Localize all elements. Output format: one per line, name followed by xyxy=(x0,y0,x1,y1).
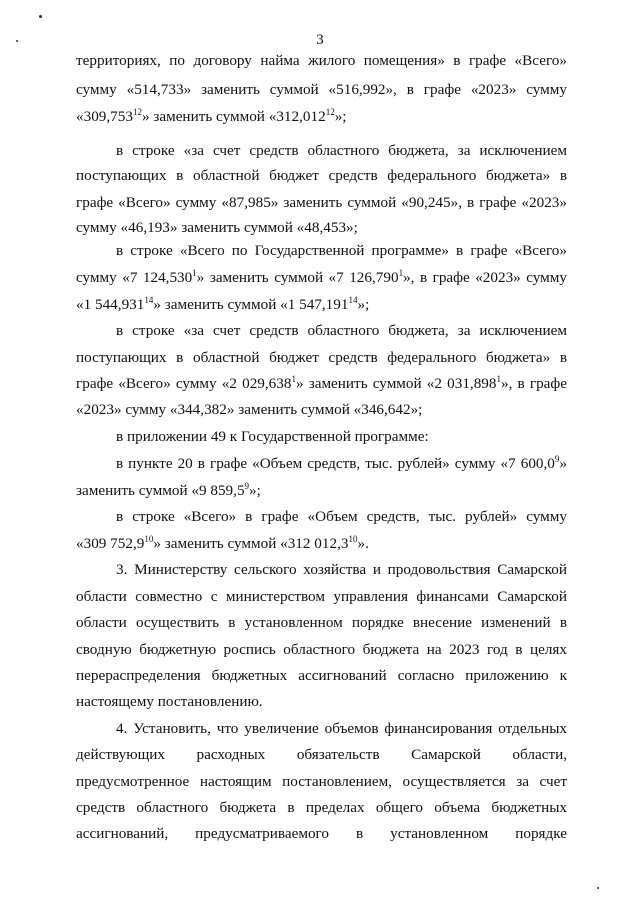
text-line: действующих расходных обязательств Самарской области, xyxy=(76,746,567,763)
text-line: в строке «за счет средств областного бюджета, за исключением xyxy=(116,322,567,339)
text-line: поступающих в областной бюджет средств федерального бюджета» в xyxy=(76,167,567,184)
text-line: «2023» сумму «344,382» заменить суммой «346,642»; xyxy=(76,401,423,418)
text-line: в строке «Всего по Государственной программе» в графе «Всего» xyxy=(116,242,567,259)
text-line: перераспределения бюджетных ассигнований согласно приложению к xyxy=(76,667,567,684)
text-line: сводную бюджетную роспись областного бюджета на 2023 год в целях xyxy=(76,641,567,658)
text-line: настоящему постановлению. xyxy=(76,693,263,710)
text-line: сумму «7 124,530$^1$» заменить суммой «7 126,790$^1$», в графе «2023» сумму xyxy=(76,268,567,286)
text-line: области совместно с министерством управления финансами Самарской xyxy=(76,588,567,605)
text-line: сумму «46,193» заменить суммой «48,453»; xyxy=(76,219,358,236)
text-line: области осуществить в установленном порядке внесение изменений в xyxy=(76,614,567,631)
text-line: поступающих в областной бюджет средств федерального бюджета» в xyxy=(76,349,567,366)
text-line: заменить суммой «9 859,5$^9$»; xyxy=(76,481,261,499)
text-line: средств областного бюджета в пределах общего объема бюджетных xyxy=(76,799,567,816)
page-number: 3 xyxy=(316,32,324,48)
text-line: в строке «Всего» в графе «Объем средств, тыс. рублей» сумму xyxy=(116,508,567,525)
text-line: графе «Всего» сумму «2 029,638$^1$» заменить суммой «2 031,898$^1$», в графе xyxy=(76,374,568,392)
text-line: 4. Установить, что увеличение объемов финансирования отдельных xyxy=(116,720,567,737)
scan-speck xyxy=(597,887,599,889)
text-line: в строке «за счет средств областного бюджета, за исключением xyxy=(116,142,567,159)
text-line: 3. Министерству сельского хозяйства и продовольствия Самарской xyxy=(116,561,567,578)
text-line: графе «Всего» сумму «87,985» заменить суммой «90,245», в графе «2023» xyxy=(76,194,567,211)
text-line: в пункте 20 в графе «Объем средств, тыс. рублей» сумму «7 600,0$^9$» xyxy=(116,454,567,472)
text-line: «309 752,9$^{10}$» заменить суммой «312 012,3$^{10}$». xyxy=(76,534,369,552)
text-line: территориях, по договору найма жилого помещения» в графе «Всего» xyxy=(76,52,567,69)
text-line: предусмотренное настоящим постановлением, осуществляется за счет xyxy=(76,773,567,790)
text-line: сумму «514,733» заменить суммой «516,992», в графе «2023» сумму xyxy=(76,81,567,98)
scan-speck xyxy=(16,40,18,42)
text-line: «1 544,931$^{14}$» заменить суммой «1 547,191$^{14}$»; xyxy=(76,295,370,313)
scan-speck xyxy=(39,15,42,18)
text-line: ассигнований, предусматриваемого в установленном порядке xyxy=(76,825,567,842)
text-line: в приложении 49 к Государственной программе: xyxy=(116,428,429,445)
text-line: «309,753$^{12}$» заменить суммой «312,012$^{12}$»; xyxy=(76,107,347,125)
